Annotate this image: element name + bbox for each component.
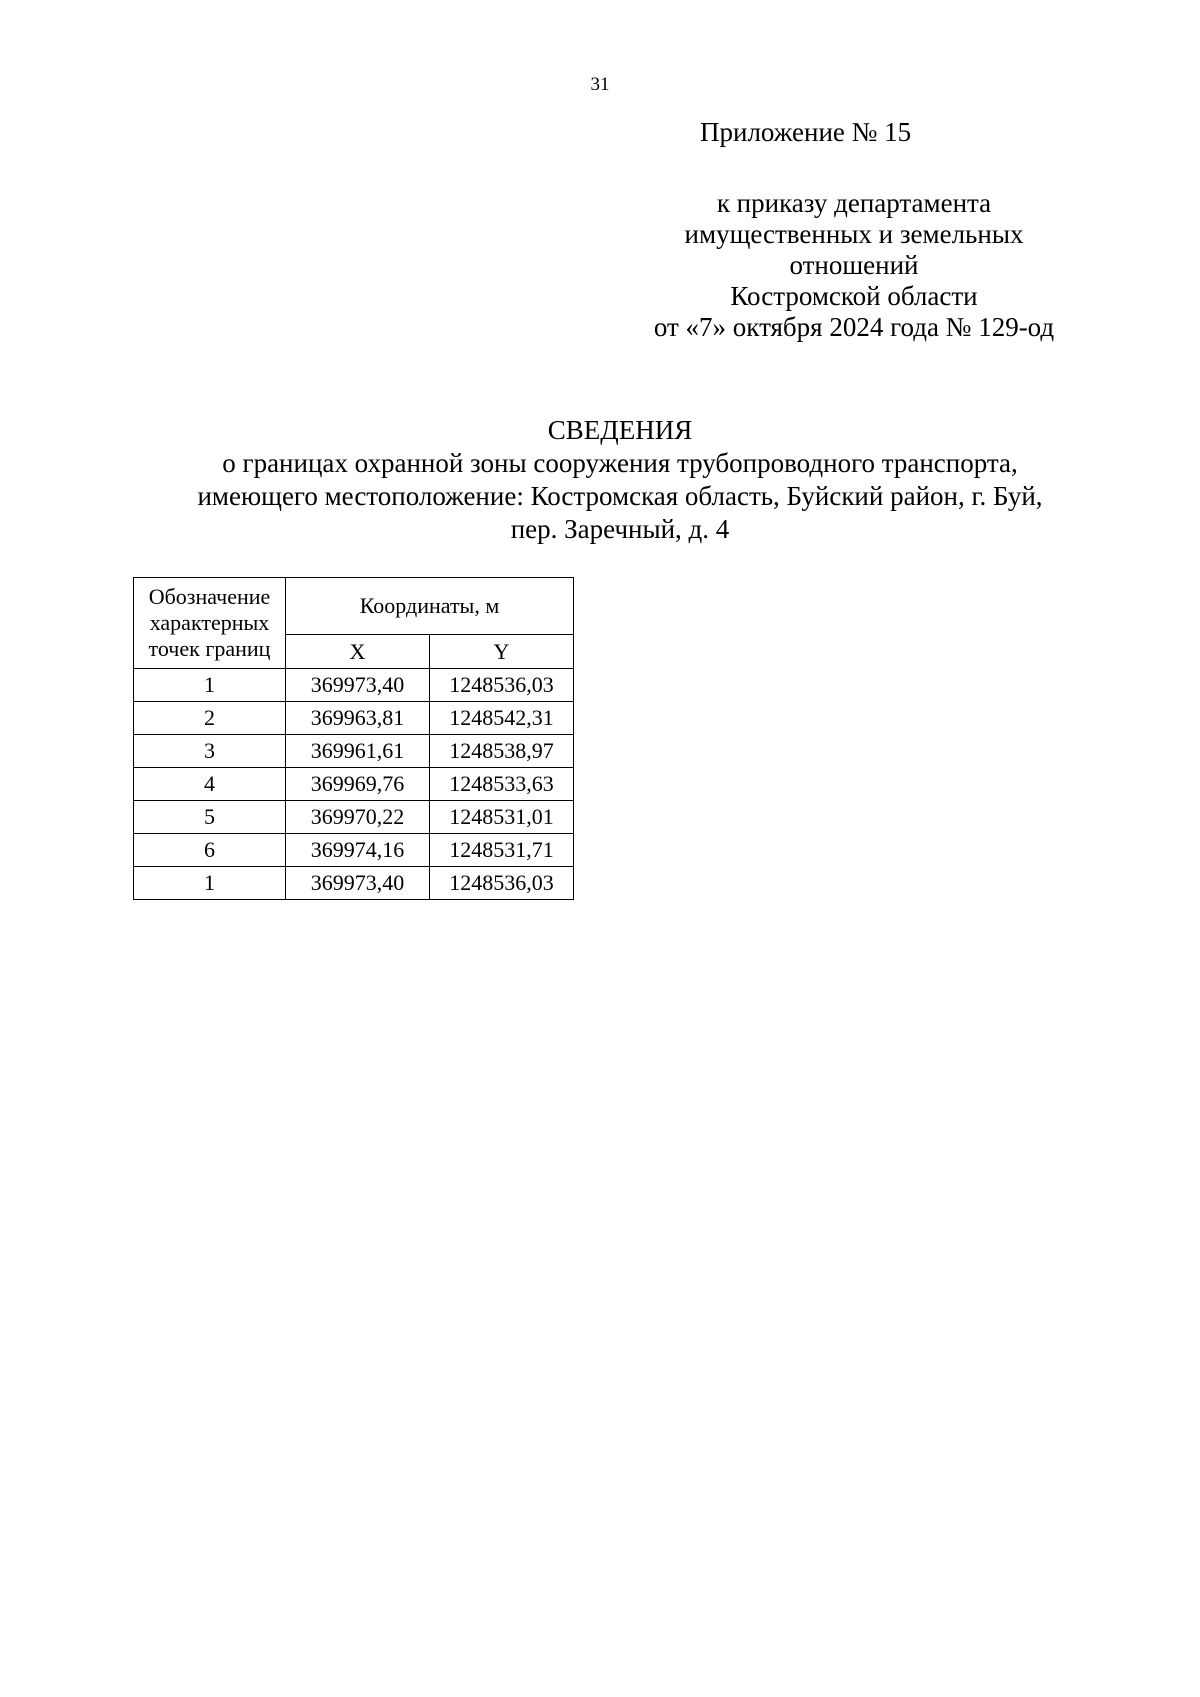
order-ref-line: от «7» октября 2024 года № 129-од bbox=[653, 312, 1055, 342]
x-cell: 369963,81 bbox=[286, 702, 430, 735]
header-point-line: Обозначение bbox=[148, 584, 271, 609]
page-number: 31 bbox=[590, 74, 610, 95]
table-row bbox=[134, 834, 574, 867]
point-cell: 2 bbox=[134, 702, 286, 735]
x-cell: 369969,76 bbox=[286, 768, 430, 801]
point-cell: 3 bbox=[134, 735, 286, 768]
table-row bbox=[134, 768, 574, 801]
document-subtitle-line: пер. Заречный, д. 4 bbox=[510, 514, 730, 544]
point-cell: 1 bbox=[134, 669, 286, 702]
coordinates-table bbox=[133, 577, 574, 900]
header-point-line: характерных bbox=[149, 610, 270, 635]
table-row bbox=[134, 669, 574, 702]
document-heading bbox=[100, 414, 1140, 546]
y-cell: 1248538,97 bbox=[430, 735, 574, 768]
document-subtitle-line: имеющего местоположение: Костромская область, Буйский район, г. Буй, bbox=[197, 481, 1043, 511]
y-cell: 1248533,63 bbox=[430, 768, 574, 801]
point-cell: 6 bbox=[134, 834, 286, 867]
order-ref-line: к приказу департамента bbox=[716, 188, 992, 218]
point-cell: 1 bbox=[134, 867, 286, 900]
table-row bbox=[134, 735, 574, 768]
document-title: СВЕДЕНИЯ bbox=[547, 415, 693, 445]
header-y: Y bbox=[430, 635, 574, 669]
document-subtitle-line: о границах охранной зоны сооружения трубопроводного транспорта, bbox=[222, 448, 1018, 478]
table-row bbox=[134, 801, 574, 834]
y-cell: 1248531,01 bbox=[430, 801, 574, 834]
x-cell: 369961,61 bbox=[286, 735, 430, 768]
header-x: X bbox=[286, 635, 430, 669]
header-point-line: точек границ bbox=[148, 636, 271, 661]
order-ref-line: имущественных и земельных bbox=[684, 219, 1024, 249]
x-cell: 369973,40 bbox=[286, 867, 430, 900]
y-cell: 1248542,31 bbox=[430, 702, 574, 735]
y-cell: 1248536,03 bbox=[430, 867, 574, 900]
y-cell: 1248531,71 bbox=[430, 834, 574, 867]
table-row bbox=[134, 867, 574, 900]
table-row bbox=[134, 702, 574, 735]
y-cell: 1248536,03 bbox=[430, 669, 574, 702]
x-cell: 369973,40 bbox=[286, 669, 430, 702]
header-coordinates: Координаты, м bbox=[286, 578, 574, 635]
x-cell: 369970,22 bbox=[286, 801, 430, 834]
appendix-title: Приложение № 15 bbox=[700, 117, 912, 147]
order-ref-line: Костромской области bbox=[730, 281, 978, 311]
order-ref-line: отношений bbox=[789, 250, 919, 280]
order-reference bbox=[614, 188, 1094, 343]
header-point-designation bbox=[134, 578, 286, 669]
point-cell: 5 bbox=[134, 801, 286, 834]
x-cell: 369974,16 bbox=[286, 834, 430, 867]
point-cell: 4 bbox=[134, 768, 286, 801]
